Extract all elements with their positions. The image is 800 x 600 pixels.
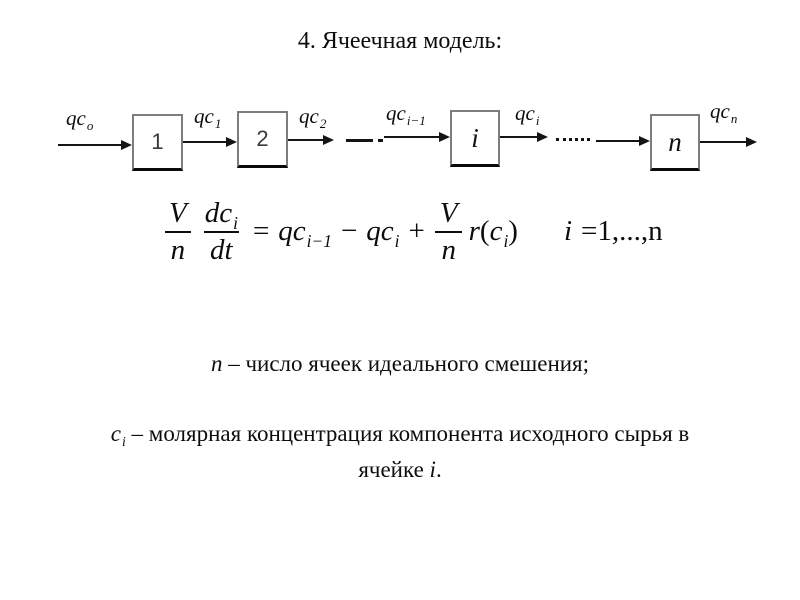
ellipsis-dots [556,138,590,141]
flow-line [183,141,228,143]
index-range: i =1,...,n [563,215,663,248]
arrowhead-icon [323,135,334,145]
flow-line [700,141,747,143]
flow-line [384,136,440,138]
fraction-V-over-n-2: $\frac{V}{n}$ [434,196,464,268]
definition-ci [0,417,800,486]
equals-sign: = [252,215,270,248]
dash: – [131,421,144,446]
model-equation [163,196,663,268]
arrowhead-icon [121,140,132,150]
dash: – [228,351,240,376]
cell-box-label: i [471,122,479,153]
fraction-dci-over-dt: $\frac{dc_i}{dt}$ [204,197,238,266]
cell-box-label: 1 [151,129,164,154]
arrowhead-icon [537,132,548,142]
cell-box-label: n [668,126,682,157]
term-qci: $qc_i$ [366,215,400,251]
page-title: 4. Ячеечная модель: [297,28,503,54]
term-qci-1: $qc_{i-1}$ [278,215,332,251]
arrowhead-icon [746,137,757,147]
cell-box-2 [237,111,288,168]
flow-label-qc1: $qc_1$ [194,104,222,131]
definition-ci-line2: ячейке [358,457,424,482]
flow-line [58,144,122,146]
flow-label-qc2: $qc_2$ [299,104,327,131]
flow-line [500,136,538,138]
cell-box-1 [132,114,183,171]
symbol-n: n [210,351,223,376]
flow-label-qci-1: $qc_{i-1}$ [386,101,426,128]
symbol-ci: $c_i$ [110,421,126,450]
cell-box-label: 2 [256,126,269,151]
minus-sign: − [340,215,358,248]
flow-label-qci: $qc_i$ [515,101,540,128]
flow-line [288,139,324,141]
definition-n-text: число ячеек идеального смешения; [245,351,590,376]
ellipsis-dash [346,139,373,142]
flow-line [596,140,640,142]
arrowhead-icon [439,132,450,142]
arrowhead-icon [639,136,650,146]
definition-n [0,351,800,377]
definition-ci-line1: молярная концентрация компонента исходного сырья в [148,421,690,446]
arrowhead-icon [226,137,237,147]
plus-sign: + [408,215,425,248]
fraction-V-over-n: $\frac{V}{n}$ [163,196,193,268]
symbol-i: i. [429,457,442,482]
ellipsis-dot [378,139,383,142]
flow-label-qc0: $qc_o$ [66,106,94,133]
reaction-term: $r(c_i)$ [468,215,518,251]
cell-box-n [650,114,700,171]
flow-label-qcn: $qc_n$ [710,99,738,126]
cell-box-i [450,110,500,167]
